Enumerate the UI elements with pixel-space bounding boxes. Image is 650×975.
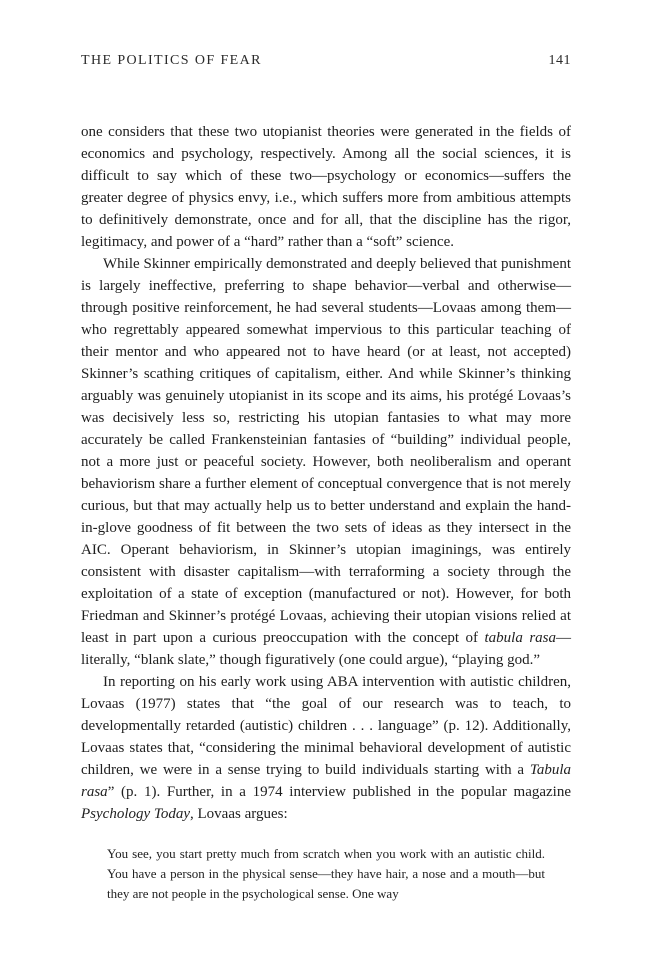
running-head-title: THE POLITICS OF FEAR — [81, 53, 262, 68]
paragraph-1: one considers that these two utopianist theories were generated in the fields of economics and psychology, respectively. Among all the social sciences, it is difficult to say which of these two—psychology or economics—suffers the greater degree of physics envy, i.e., which suffers more from ambitious attempts to definitively demonstrate, once and for all, that the discipline has the rigor, legitimacy, and power of a “hard” rather than a “soft” science. — [81, 124, 571, 250]
running-head — [81, 53, 571, 69]
paragraph-2 — [81, 253, 571, 671]
paragraph-3-text-mid: ” (p. 1). Further, in a 1974 interview published in the popular magazine — [107, 784, 571, 800]
block-quote: You see, you start pretty much from scratch when you work with an autistic child. You have a person in the physical sense—they have hair, a nose and a mouth—but they are not people in the psychological sense. One way — [107, 846, 545, 901]
paragraph-3-text-end: , Lovaas argues: — [190, 806, 288, 822]
paragraph-3 — [81, 671, 571, 825]
paragraph-3-italic-magazine: Psychology Today — [81, 806, 191, 822]
paragraph-3-text: In reporting on his early work using ABA intervention with autistic children, Lovaas (1977) states that “the goal of our research was to teach, to developmentally retarded (autistic) children . . . language” (p. 12). Additionally, Lovaas states that, “considering the minimal behavioral development of autistic children, we were in a sense trying to build individuals starting with a — [81, 674, 571, 778]
page-number: 141 — [548, 53, 571, 68]
paragraph-3-italic-tabula: Tabula rasa — [81, 762, 571, 800]
body-text — [81, 121, 571, 825]
paragraph-2-text-end: —literally, “blank slate,” though figuratively (one could argue), “playing god.” — [81, 630, 571, 668]
paragraph-2-text: While Skinner empirically demonstrated and deeply believed that punishment is largely ineffective, preferring to shape behavior—verbal and otherwise—through positive reinforcement, he had several students—Lovaas among them—who regrettably appeared somewhat impervious to this particular teaching of their mentor and who appeared not to have heard (or at least, not accepted) Skinner’s scathing critiques of capitalism, either. And while Skinner’s thinking arguably was genuinely utopianist in its scope and its aims, his protégé Lovaas’s was decisively less so, restricting his utopian fantasies to what may more accurately be called Frankensteinian fantasies of “building” individual people, not a more just or peaceful society. However, both neoliberalism and operant behaviorism share a further element of conceptual convergence that is not merely curious, but that may actually help us to better understand and explain the hand-in-glove goodness of fit between the two sets of ideas as they intersect in the AIC. Operant behaviorism, in Skinner’s utopian imaginings, was entirely consistent with disaster capitalism—with terraforming a society through the exploitation of a state of exception (manufactured or not). However, for both Friedman and Skinner’s protégé Lovaas, achieving their utopian visions relied at least in part upon a curious preoccupation with the concept of — [81, 256, 571, 646]
paragraph-2-italic: tabula rasa — [484, 630, 556, 646]
